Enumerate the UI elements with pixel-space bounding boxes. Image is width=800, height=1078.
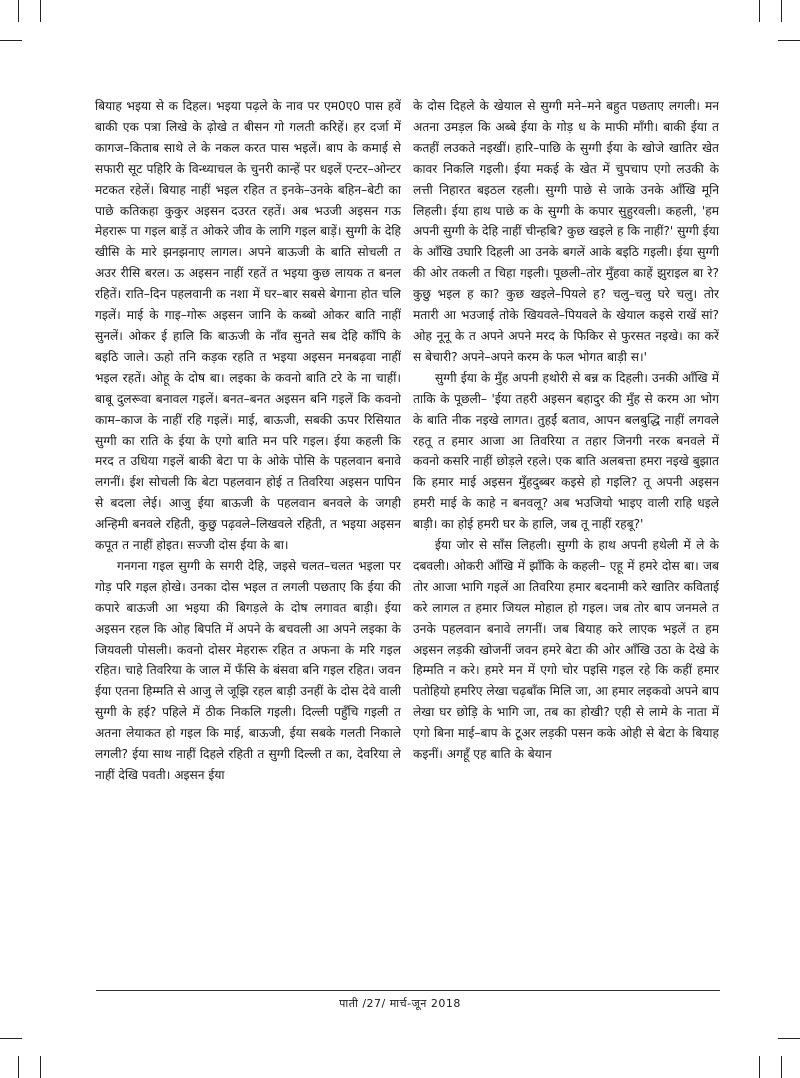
paragraph: गनगना गइल सुग्गी के सगरी देहि, जइसे चलत–चलत भइला पर गोड़ परि गइल होखे। उनका दोस भइल त लगली पछताए कि ईया की कपारे बाऊजी आ भइया की बिगड़ले के दोष लगावत बाड़ी। ईया अइसन रहल कि ओह बिपति में अपने के बचवली आ अपने लइका के जियवली पोसली। कवनो दोसर मेहरारू रहित त अफना के मरि गइल रहित। चाहे तिवरिया के जाल में फँसि के बंसवा बनि गइल रहित। जवन ईया एतना हिम्मति से आजु ले जूझि रहल बाड़ी उनहीं के दोस देवे वाली सुग्गी के हई? पहिले में ठीक निकलि गइली। दिल्ली पहुँचि गइली त अतना लेयाकत हो गइल कि माई, बाऊजी, ईया सबके गलती निकाले लगली? ईया साथ नाहीं दिहले रहिती त सुग्गी दिल्ली त का, देवरिया ले नाहीं देखि पवती। अइसन ईया [95, 558, 401, 782]
page-footer: पाती /27/ मार्च-जून 2018 [339, 997, 461, 1010]
crop-mark [781, 1056, 782, 1078]
crop-mark [18, 0, 19, 22]
left-column [95, 96, 401, 962]
crop-mark [18, 1056, 19, 1078]
crop-mark [778, 1038, 800, 1039]
crop-mark [0, 40, 22, 41]
paragraph: बियाह भइया से क दिहल। भइया पढ़ले के नाव पर एम0ए0 पास हवें बाकी एक पत्रा लिखे के ढ़ोखे त बीसन गो गलती करिहें। हर दर्जा में कागज–किताब साथे ले के नकल करत पास भइलें। बाप के कमाई से सफारी सूट पहिरि के विन्ध्याचल के चुनरी कान्हें पर धइलें एन्टर–ओन्टर मटकत रहेलें। बियाह नाहीं भइल रहित त इनके–उनके बहिन–बेटी का पाछे कतिकहा कुकुर अइसन दउरत रहतें। अब भउजी अइसन गऊ मेहरारू पा गइल बाड़ें त ओकरे जीव के लागि गइल बाड़ें। सुग्गी के देहि खीसि के मारे झनझनाए लागल। अपने बाऊजी के बाति सोचली त अउर रीसि बरल। ऊ अइसन नाहीं रहतें त भइया कुछ लायक त बनल रहितें। राति–दिन पहलवानी क नशा में घर–बार सबसे बेगाना होत चलि गइलें। माई के गाइ–गोरू अइसन जानि के कब्बो ओकर बाति नाहीं सुनलें। ओकर ई हालि कि बाऊजी के नाँव सुनते सब देहि काँपि के बइठि जाले। ऊहो तनि कड़क रहति त भइया अइसन मनबढ़वा नाहीं भइल रहतें। ओहू के दोष बा। लइका के कवनो बाति टरे के ना चाहीं। बाबू दुलरूवा बनावल गइलें। बनत–बनत अइसन बनि गइलें कि कवनो काम–काज के नाहीं रहि गइलें। माई, बाऊजी, सबकी ऊपर रिसियात सुग्गी का राति के ईया के एगो बाति मन परि गइल। ईया कहली कि मरद त उधिया गइलें बाकी बेटा पा के ओके पोसि के पहलवान बनावे लगनीं। ईश सोचली कि बेटा पहलवान होई त तिवरिया अइसन पापिन से बदला लेई। आजु ईया बाऊजी के पहलवान बनवले के जगही अन्हिमी बनवले रहिती, कुछु पढ़वले–लिखवले रहिती, त भइया अइसन कपूत त नाहीं होइत। सज्जी दोस ईया के बा। [95, 99, 401, 553]
right-column [413, 96, 719, 962]
crop-mark [0, 1038, 22, 1039]
crop-mark [778, 40, 800, 41]
crop-mark [759, 1056, 760, 1078]
paragraph: ईया जोर से साँस लिहली। सुग्गी के हाथ अपनी हथेली में ले के दबवली। ओकरी आँखि में झाँकि के कहली– एहू में हमरे दोस बा। जब तोर आजा भागि गइलें आ तिवरिया हमार बदनामी करे खातिर कविताई करे लागल त हमार जियल मोहाल हो गइल। जब तोर बाप जनमले त उनके पहलवान बनावे लगनीं। जब बियाह करे लाएक भइलें त हम अइसन लड़की खोजनीं जवन हमरे बेटा की ओर आँखि उठा के देखे के हिम्मति न करे। हमरे मन में एगो चोर पइसि गइल रहे कि कहीं हमार पतोहियो हमरिए लेखा चढ़बाँक मिलि जा, आ हमार लइकवो अपने बाप लेखा घर छोड़ि के भागि जा, तब का होखी? एही से लामे के नाता में एगो बिना माई–बाप के टूअर लड़की पसन कके ओही से बेटा के बियाह कइनीं। अगहूँ एह बाति के बेयान [413, 538, 719, 762]
paragraph: के दोस दिहले के खेयाल से सुग्गी मने–मने बहुत पछताए लगली। मन अतना उमड़ल कि अब्बे ईया के गोड़ ध के माफी माँगी। बाकी ईया त कतहीं लउकते नइखीं। हारि–पाछि के सुग्गी ईया के खोजे खातिर खेत कावर निकलि गइली। ईया मकई के खेत में चुपचाप एगो लउकी के लत्ती निहारत बइठल रहली। सुग्गी पाछे से जाके उनके आँखि मूनि लिहली। ईया हाथ पाछे क के सुग्गी के कपार सुहुरवली। कहली, 'हम अपनी सुग्गी के देहि नाहीं चीन्हबि? कुछ खइले ह कि नाहीं?' सुग्गी ईया के आँखि उघारि दिहली आ उनके बगलें आके बइठि गइली। ईया सुग्गी की ओर तकली त चिहा गइली। पूछली–तोर मुँहवा काहें झुराइल बा रे? कुछु भइल ह का? कुछ खइले–पियले ह? चलु–चलु घरे चलु। तोर मतारी आ भउजाई तोके खियवले–पियवले के खेयाल कइसे राखें सां? ओह नूनू के त अपने अपने मरद के फिकिर से फुरसत नइखे। का करें स बेचारी? अपने–अपने करम के फल भोगत बाड़ी स।' [413, 99, 719, 364]
crop-mark [40, 1056, 41, 1078]
paragraph: सुग्गी ईया के मुँह अपनी हथोरी से बन्न क दिहली। उनकी आँखि में ताकि के पूछली– 'ईया तहरी अइसन बहादुर की मुँह से करम आ भोग के बाति नीक नइखे लागत। तुहईं बताव, आपन बलबुद्धि नाहीं लगवले रहतू त हमार आजा आ तिवरिया त तहार जिनगी नरक बनवले में कवनो कसरि नाहीं छोड़ले रहले। एक बाति अलबत्ता हमरा नइखे बुझात कि हमार माई अइसन मुँहदुब्बर कइसे हो गइलि? तू अपनी अइसन हमरी माई के काहे न बनवलू? अब भउजियो भाइए वाली राहि धइले बाड़ी। का होई हमरी घर के हालि, जब तू नाहीं रहबू?' [413, 370, 719, 532]
footer-rule [96, 990, 720, 991]
crop-mark [781, 0, 782, 22]
crop-mark [759, 0, 760, 22]
crop-mark [40, 0, 41, 22]
